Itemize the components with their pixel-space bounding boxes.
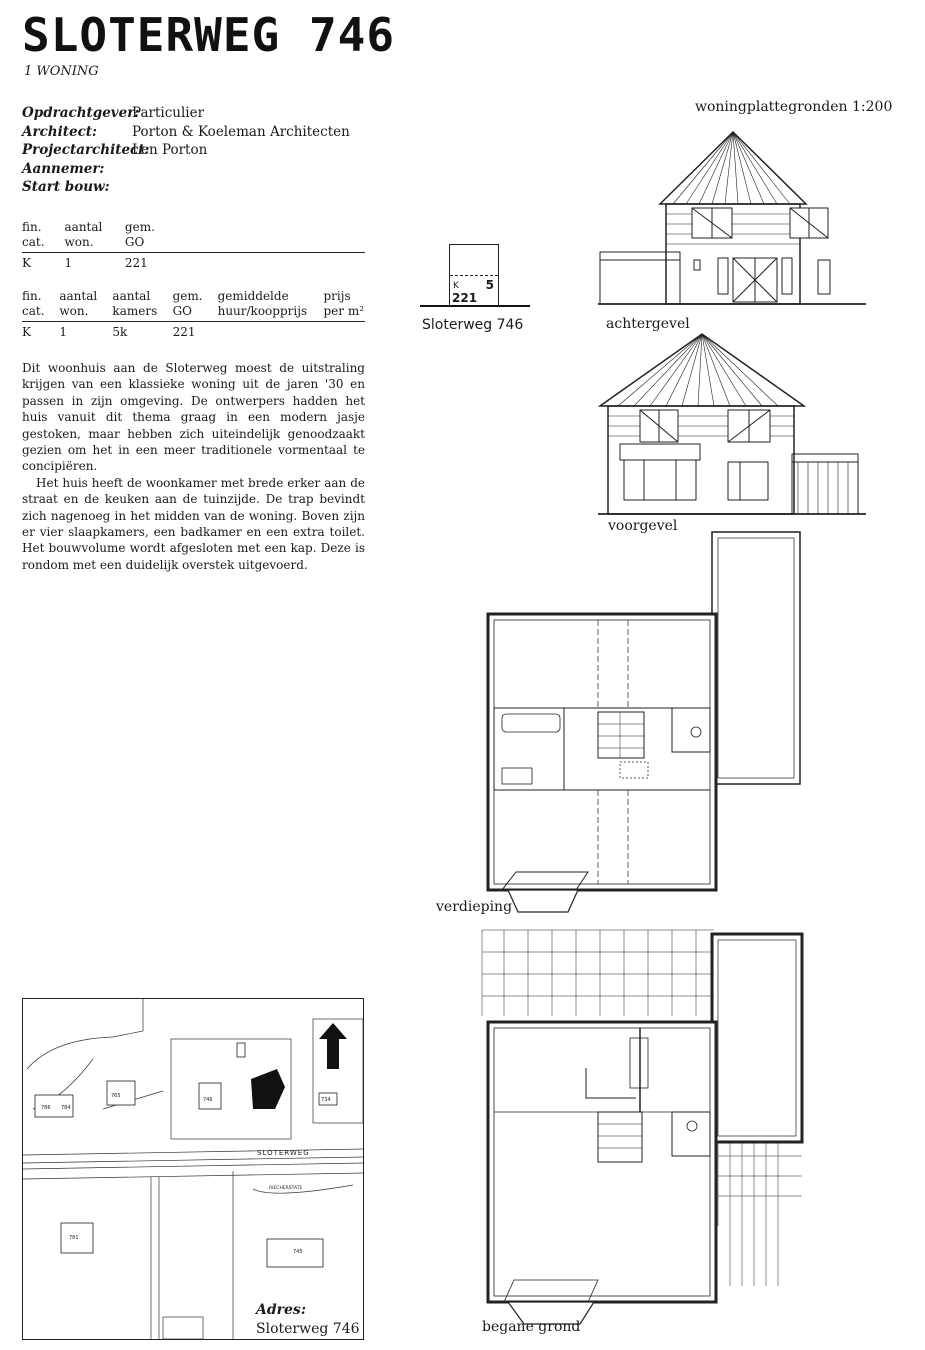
upper-floor-label: verdieping xyxy=(436,899,513,915)
table-header: aantal won. xyxy=(59,289,98,318)
table-cell xyxy=(324,322,366,340)
map-street-main: SLOTERWEG xyxy=(257,1149,310,1157)
map-street-side: RIECHERSTATE xyxy=(269,1186,303,1191)
map-number: 784 xyxy=(61,1105,71,1111)
table-header: gemiddelde huur/koopprijs xyxy=(217,289,308,318)
site-map xyxy=(22,998,364,1340)
keybox-count: 5 xyxy=(485,278,494,292)
project-description xyxy=(22,360,365,573)
credit-key: Architect: xyxy=(22,123,98,140)
stats-table-1 xyxy=(22,220,365,270)
rear-elevation-drawing xyxy=(598,128,868,328)
project-credits xyxy=(22,104,350,197)
address-block xyxy=(256,1301,360,1339)
keybox-area: 221 xyxy=(452,291,478,305)
table-cell: 1 xyxy=(59,325,67,339)
stats-table-2 xyxy=(22,289,365,339)
credit-row xyxy=(22,141,350,160)
upper-floor-plan xyxy=(480,528,810,923)
credit-value: Len Porton xyxy=(132,142,208,158)
credit-value: Particulier xyxy=(132,105,205,121)
table-cell xyxy=(218,322,324,340)
page-subtitle: 1 WONING xyxy=(24,64,99,79)
table-header: fin. cat. xyxy=(22,289,45,318)
credit-row xyxy=(22,123,350,142)
map-number: 746 xyxy=(203,1097,213,1103)
table-cell: K xyxy=(22,325,31,339)
front-elevation-label: voorgevel xyxy=(608,518,678,534)
ground-floor-label: begane grond xyxy=(482,1319,581,1335)
paragraph: Het huis heeft de woonkamer met brede erker aan de straat en de keuken aan de tuinzijde. De trap bevindt zich nagenoeg in het midden van de woning. Boven zijn er vier slaapkamers, een badkamer en een extra toilet. Het bouwvolume wordt afgesloten met een kap. Deze is rondom met een duidelijk overstek uitgevoerd. xyxy=(22,475,365,572)
page-title: SLOTERWEG 746 xyxy=(22,8,396,62)
map-number: 734 xyxy=(321,1097,331,1103)
map-number: 765 xyxy=(111,1093,121,1099)
table-header: aantal kamers xyxy=(112,289,158,318)
table-cell: 221 xyxy=(124,256,148,270)
paragraph: Dit woonhuis aan de Sloterweg moest de uitstraling krijgen van een klassieke woning uit de jaren '30 en passen in zijn omgeving. De ontwerpers hadden het huis vanuit dit thema graag in een modern jasje gestoken, maar hebben zich uiteindelijk genoodzaakt gezien om het in een meer traditionele vormentaal te concipiëren. xyxy=(22,361,365,474)
map-number: 781 xyxy=(69,1235,79,1241)
rear-elevation-label: achtergevel xyxy=(606,316,690,332)
table-header: fin. cat. xyxy=(22,220,45,249)
credit-key: Aannemer: xyxy=(22,160,105,177)
table-cell: 5k xyxy=(112,325,128,339)
scale-caption: woningplattegronden 1:200 xyxy=(695,99,893,115)
front-elevation-drawing xyxy=(598,332,868,522)
table-cell: 221 xyxy=(172,325,196,339)
table-header: prijs per m² xyxy=(323,289,365,318)
credit-key: Projectarchitect: xyxy=(22,142,150,158)
credit-value: Porton & Koeleman Architecten xyxy=(132,123,350,140)
credit-row xyxy=(22,160,350,179)
keybox-divider xyxy=(450,275,498,276)
table-header: aantal won. xyxy=(64,220,103,249)
credit-row xyxy=(22,178,350,197)
table-cell: K xyxy=(22,256,31,270)
keybox-baseline xyxy=(420,305,530,307)
table-header: gem. GO xyxy=(172,289,203,318)
keybox-caption: Sloterweg 746 xyxy=(422,317,524,333)
category-keybox xyxy=(449,244,499,307)
keybox-category: K xyxy=(453,281,459,291)
map-number: 745 xyxy=(293,1249,303,1255)
map-number: 786 xyxy=(41,1105,51,1111)
site-map-drawing xyxy=(23,999,363,1339)
credit-key: Start bouw: xyxy=(22,179,110,195)
table-header: gem. GO xyxy=(124,220,155,249)
table-cell: 1 xyxy=(64,256,73,270)
ground-floor-plan xyxy=(480,926,810,1326)
credit-key: Opdrachtgever: xyxy=(22,105,140,121)
address-value: Sloterweg 746 xyxy=(256,1321,360,1337)
address-label: Adres: xyxy=(256,1302,306,1318)
credit-row xyxy=(22,104,350,123)
